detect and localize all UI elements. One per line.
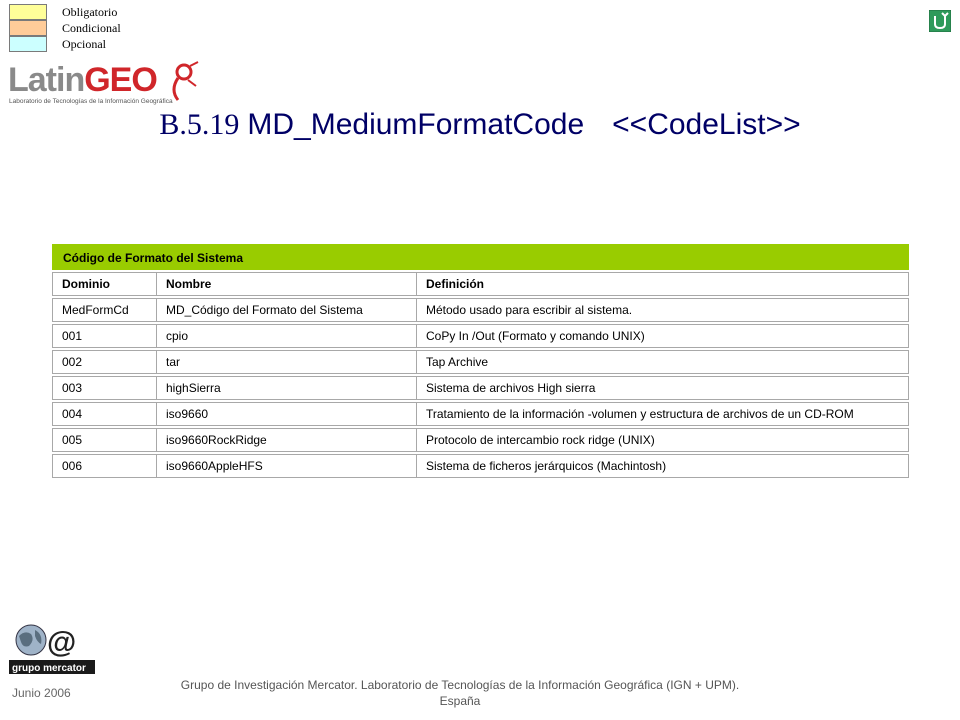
cell-domain: MedFormCd bbox=[62, 303, 129, 317]
table-row bbox=[52, 454, 909, 478]
cell-domain: 002 bbox=[62, 355, 83, 369]
table-caption: Código de Formato del Sistema bbox=[52, 244, 909, 270]
title-stereotype: <<CodeList>> bbox=[612, 108, 801, 141]
cell-name: tar bbox=[156, 351, 416, 373]
table-row bbox=[52, 350, 909, 374]
cell-name: cpio bbox=[156, 325, 416, 347]
grupo-mercator-logo bbox=[9, 622, 97, 678]
table-row bbox=[52, 376, 909, 400]
cell-name: iso9660AppleHFS bbox=[156, 455, 416, 477]
cell-definition: Protocolo de intercambio rock ridge (UNIX) bbox=[416, 429, 908, 451]
cell-definition: Método usado para escribir al sistema. bbox=[416, 299, 908, 321]
globe-at-icon bbox=[9, 622, 97, 678]
table-header-row bbox=[52, 272, 909, 296]
cell-definition: Sistema de archivos High sierra bbox=[416, 377, 908, 399]
legend-swatch-mandatory bbox=[9, 4, 47, 20]
cell-definition: Tap Archive bbox=[416, 351, 908, 373]
cell-domain: 005 bbox=[62, 433, 83, 447]
svg-text:@: @ bbox=[47, 626, 77, 659]
cell-definition: Sistema de ficheros jerárquicos (Machintosh) bbox=[416, 455, 908, 477]
column-header-domain: Dominio bbox=[62, 277, 110, 291]
cell-domain: 006 bbox=[62, 459, 83, 473]
cell-name: iso9660 bbox=[156, 403, 416, 425]
codelist-table bbox=[52, 244, 909, 478]
legend-label: Obligatorio bbox=[62, 5, 118, 19]
footer-credits bbox=[110, 677, 810, 709]
table-row bbox=[52, 428, 909, 452]
cell-name: MD_Código del Formato del Sistema bbox=[156, 299, 416, 321]
column-header-name: Nombre bbox=[156, 273, 416, 295]
cell-domain: 004 bbox=[62, 407, 83, 421]
legend-label: Condicional bbox=[62, 21, 121, 35]
logo-subtitle: Laboratorio de Tecnologías de la Información Geográfica bbox=[9, 98, 173, 105]
cell-domain: 003 bbox=[62, 381, 83, 395]
legend-swatch-conditional bbox=[9, 20, 47, 36]
cell-domain: 001 bbox=[62, 329, 83, 343]
logo-text-latin: Latin bbox=[8, 61, 85, 99]
legend-label: Opcional bbox=[62, 37, 106, 51]
mercator-logo-text: grupo mercator bbox=[12, 663, 86, 674]
table-row bbox=[52, 402, 909, 426]
footer-credits-line2: España bbox=[439, 694, 481, 708]
latingeo-logo bbox=[6, 60, 206, 110]
cell-name: iso9660RockRidge bbox=[156, 429, 416, 451]
title-class-name: MD_MediumFormatCode bbox=[247, 108, 585, 141]
table-row bbox=[52, 324, 909, 348]
footer-credits-line1: Grupo de Investigación Mercator. Laboratorio de Tecnologías de la Información Geográfica (IGN + UPM). bbox=[180, 678, 740, 692]
cell-definition: Tratamiento de la información -volumen y estructura de archivos de un CD-ROM bbox=[416, 403, 908, 425]
page-title bbox=[0, 108, 960, 142]
return-icon[interactable] bbox=[929, 10, 951, 32]
title-section-number: B.5.19 bbox=[159, 108, 240, 141]
logo-text-geo: GEO bbox=[84, 61, 157, 99]
footer-date: Junio 2006 bbox=[12, 686, 71, 700]
cell-definition: CoPy In /Out (Formato y comando UNIX) bbox=[416, 325, 908, 347]
cell-name: highSierra bbox=[156, 377, 416, 399]
table-row bbox=[52, 298, 909, 322]
column-header-definition: Definición bbox=[416, 273, 908, 295]
legend-swatch-optional bbox=[9, 36, 47, 52]
